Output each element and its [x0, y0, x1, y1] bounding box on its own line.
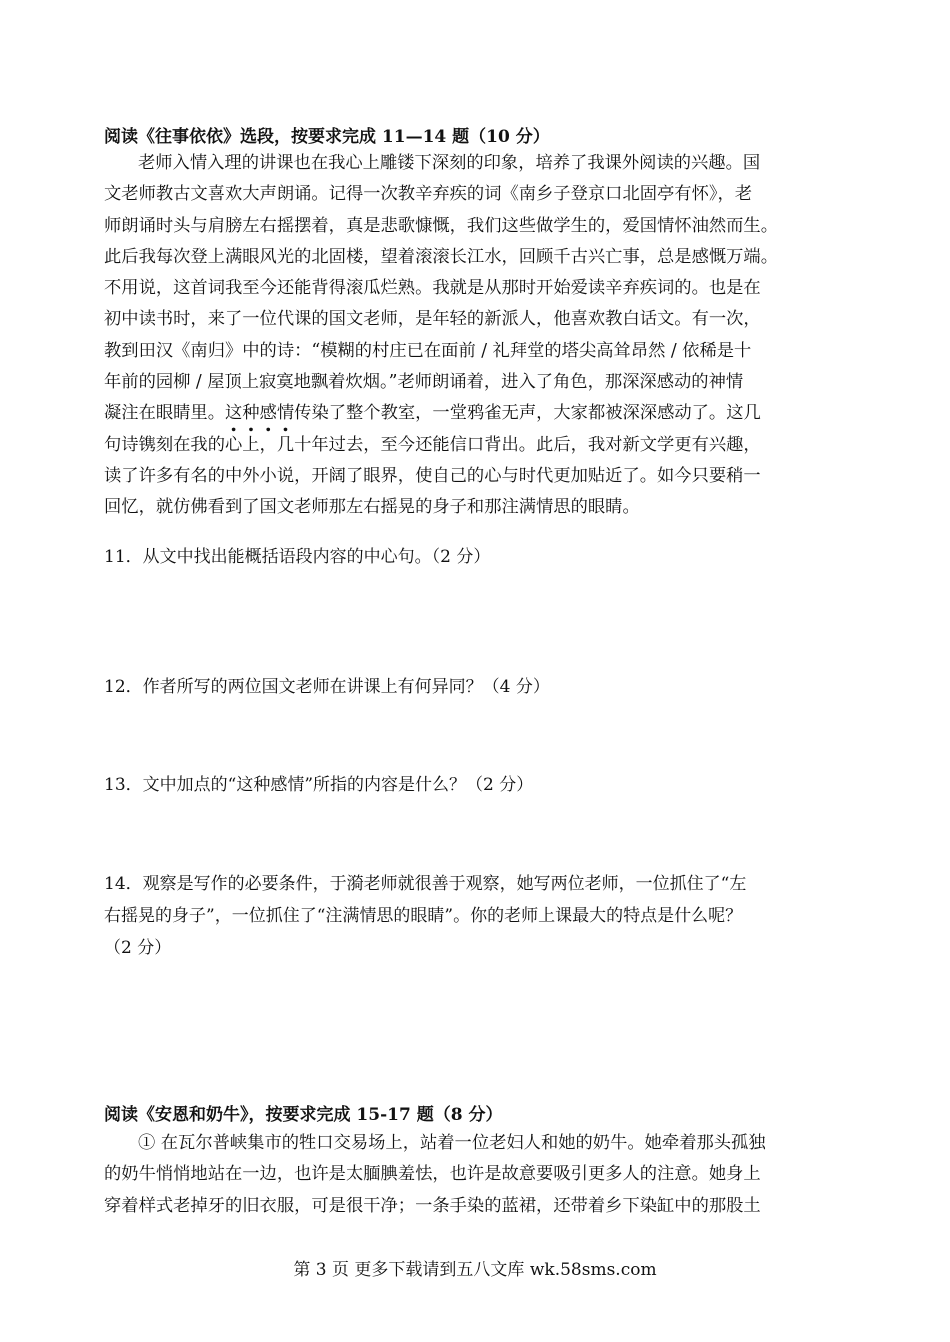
section1-heading: 阅读《往事依依》选段，按要求完成 11—14 题（10 分）: [104, 127, 550, 147]
passage-line: 回忆，就仿佛看到了国文老师那左右摇晃的身子和那注满情思的眼睛。: [104, 497, 640, 518]
dotted-char: 情: [276, 403, 295, 424]
section1-passage: [104, 148, 864, 524]
question-12: 12．作者所写的两位国文老师在讲课上有何异同？（4 分）: [104, 677, 550, 697]
passage-line: 教到田汉《南归》中的诗：“模糊的村庄已在面前 / 礼拜堂的塔尖高耸昂然 / 依稀是十: [104, 340, 752, 361]
passage-line: 读了许多有名的中外小说，开阔了眼界，使自己的心与时代更加贴近了。如今只要稍一: [104, 465, 761, 486]
page-footer: 第 3 页 更多下载请到五八文库 wk.58sms.com: [293, 1260, 657, 1280]
passage-line: 老师入情入理的讲课也在我心上雕镂下深刻的印象，培养了我课外阅读的兴趣。国: [138, 153, 761, 173]
question-13: 13．文中加点的“这种感情”所指的内容是什么？（2 分）: [104, 775, 534, 795]
question-11: 11．从文中找出能概括语段内容的中心句。（2 分）: [104, 547, 491, 567]
emphasis-dotted-phrase: [225, 403, 294, 423]
passage-line: 年前的园柳 / 屋顶上寂寞地飘着炊烟。”老师朗诵着，进入了角色，那深深感动的神情: [104, 372, 744, 393]
passage-line: 师朗诵时头与肩膀左右摇摆着，真是悲歌慷慨，我们这些做学生的，爱国情怀油然而生。: [104, 215, 778, 236]
section2-passage: [104, 1128, 864, 1222]
passage-line: 初中读书时，来了一位代课的国文老师，是年轻的新派人，他喜欢教白话文。有一次，: [104, 309, 761, 330]
question-14-line3: （2 分）: [104, 938, 172, 958]
passage-line: ① 在瓦尔普峡集市的牲口交易场上，站着一位老妇人和她的奶牛。她牵着那头孤独: [138, 1133, 766, 1153]
passage-line: 此后我每次登上满眼风光的北固楼，望着滚滚长江水，回顾千古兴亡事，总是感慨万端。: [104, 246, 778, 267]
passage-line: 穿着样式老掉牙的旧衣服，可是很干净；一条手染的蓝裙，还带着乡下染缸中的那股土: [104, 1195, 761, 1216]
dotted-char: 感: [259, 403, 277, 424]
passage-text: 传染了整个教室，一堂鸦雀无声，大家都被深深感动了。这几: [294, 403, 761, 424]
question-14-line2: 右摇晃的身子”，一位抓住了“注满情思的眼睛”。你的老师上课最大的特点是什么呢？: [104, 906, 743, 926]
passage-line: 不用说，这首词我至今还能背得滚瓜烂熟。我就是从那时开始爱读辛弃疾词的。也是在: [104, 278, 761, 299]
section2-heading: 阅读《安恩和奶牛》，按要求完成 15-17 题（8 分）: [104, 1105, 503, 1125]
passage-line-dotted: [104, 398, 864, 429]
passage-line: 文老师教古文喜欢大声朗诵。记得一次教辛弃疾的词《南乡子登京口北固亭有怀》，老: [104, 184, 753, 205]
question-14-line1: 14．观察是写作的必要条件，于漪老师就很善于观察，她写两位老师，一位抓住了“左: [104, 874, 747, 894]
dotted-char: 种: [242, 403, 260, 424]
passage-text: 凝注在眼睛里。: [104, 403, 225, 424]
passage-line: 句诗镌刻在我的心上，几十年过去，至今还能信口背出。此后，我对新文学更有兴趣，: [104, 434, 761, 455]
dotted-char: 这: [224, 403, 243, 424]
passage-line: 的奶牛悄悄地站在一边，也许是太腼腆羞怯，也许是故意要吸引更多人的注意。她身上: [104, 1164, 761, 1185]
